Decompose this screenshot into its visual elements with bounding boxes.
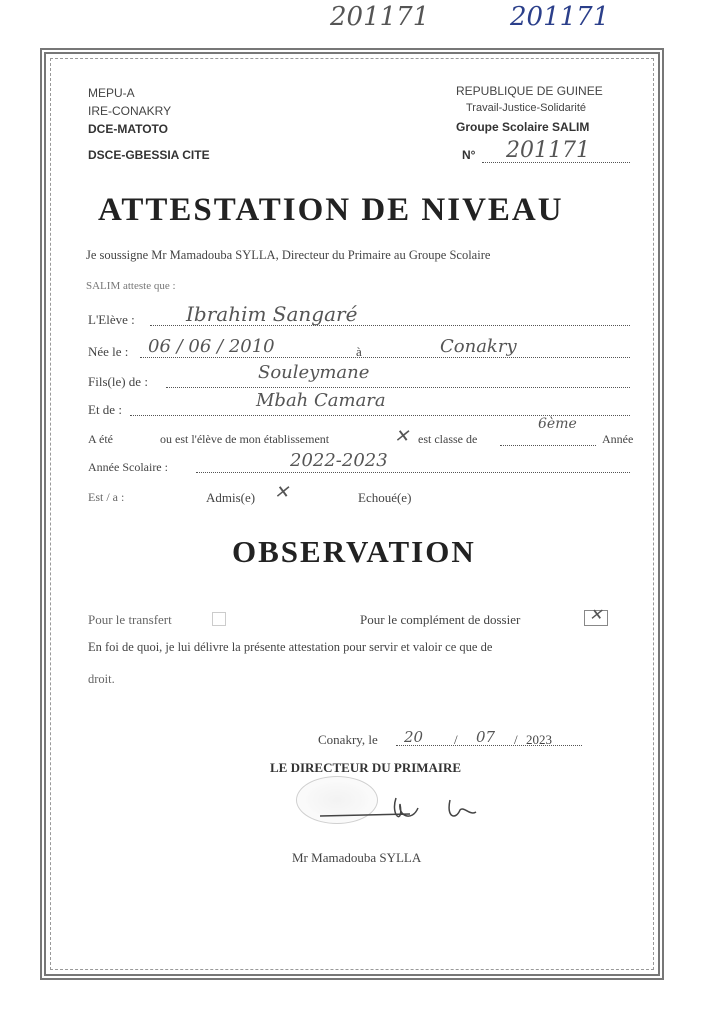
scolaire-label: Année Scolaire :	[88, 460, 168, 474]
fils-label: Fils(le) de :	[88, 374, 148, 389]
etablissement-cross-mark: ✕	[394, 426, 410, 447]
eleve-label: L'Elève :	[88, 312, 135, 327]
document-title: ATTESTATION DE NIVEAU	[98, 192, 564, 228]
director-signature	[300, 786, 520, 836]
top-number-right: 201171	[510, 2, 610, 32]
classe-value: 6ème	[538, 416, 577, 432]
footer-slash2: /	[514, 732, 518, 747]
header-right-num-label: N°	[462, 148, 476, 162]
fils-value: Souleymane	[258, 362, 370, 383]
header-right-line1: REPUBLIQUE DE GUINEE	[456, 84, 603, 98]
header-left-line4: DSCE-GBESSIA CITE	[88, 148, 210, 162]
et-label: Et de :	[88, 402, 122, 417]
classe-label: est classe de	[418, 432, 478, 446]
observation-title: OBSERVATION	[232, 534, 476, 569]
admis-label: Admis(e)	[206, 490, 256, 505]
footer-slash1: /	[454, 732, 458, 747]
header-right-num-value: 201171	[506, 138, 590, 163]
footer-place: Conakry, le	[318, 732, 378, 747]
top-number-left: 201171	[330, 2, 430, 32]
eleve-value: Ibrahim Sangaré	[186, 302, 358, 326]
observation-text-line1: En foi de quoi, je lui délivre la présente attestation pour servir et valoir ce que de	[88, 640, 493, 654]
nee-date-value: 06 / 06 / 2010	[148, 336, 275, 357]
footer-month: 07	[476, 728, 496, 746]
nee-a-label: à	[356, 344, 362, 359]
footer-year: 2023	[526, 732, 552, 747]
fils-line	[166, 387, 630, 388]
intro-line2: SALIM atteste que :	[86, 280, 176, 292]
observation-text-line2: droit.	[88, 672, 115, 686]
header-right-line3: Groupe Scolaire SALIM	[456, 120, 590, 134]
transfert-label: Pour le transfert	[88, 612, 172, 627]
est-label: Est / a :	[88, 490, 125, 504]
header-right-line2: Travail-Justice-Solidarité	[466, 102, 587, 114]
ete-mid-text: ou est l'élève de mon établissement	[160, 432, 330, 446]
classe-line	[500, 445, 596, 446]
header-left-line2: IRE-CONAKRY	[88, 104, 172, 118]
footer-day: 20	[404, 728, 424, 746]
footer-name: Mr Mamadouba SYLLA	[292, 850, 422, 865]
intro-line1: Je soussigne Mr Mamadouba SYLLA, Directeur du Primaire au Groupe Scolaire	[86, 248, 491, 262]
complement-label: Pour le complément de dossier	[360, 612, 521, 627]
nee-label: Née le :	[88, 344, 129, 359]
header-left-line1: MEPU-A	[88, 86, 135, 100]
et-value: Mbah Camara	[256, 390, 386, 411]
ete-label: A été	[88, 432, 113, 446]
transfert-checkbox	[212, 612, 226, 626]
echoue-label: Echoué(e)	[358, 490, 412, 505]
admis-cross-mark: ✕	[274, 482, 290, 503]
nee-lieu-value: Conakry	[440, 336, 517, 357]
header-left-line3: DCE-MATOTO	[88, 122, 168, 136]
footer-role: LE DIRECTEUR DU PRIMAIRE	[270, 760, 462, 775]
scolaire-line	[196, 472, 630, 473]
nee-line	[140, 357, 630, 358]
annee-label: Année	[602, 432, 634, 446]
scolaire-value: 2022-2023	[290, 450, 388, 471]
complement-cross-mark: ✕	[589, 605, 603, 624]
